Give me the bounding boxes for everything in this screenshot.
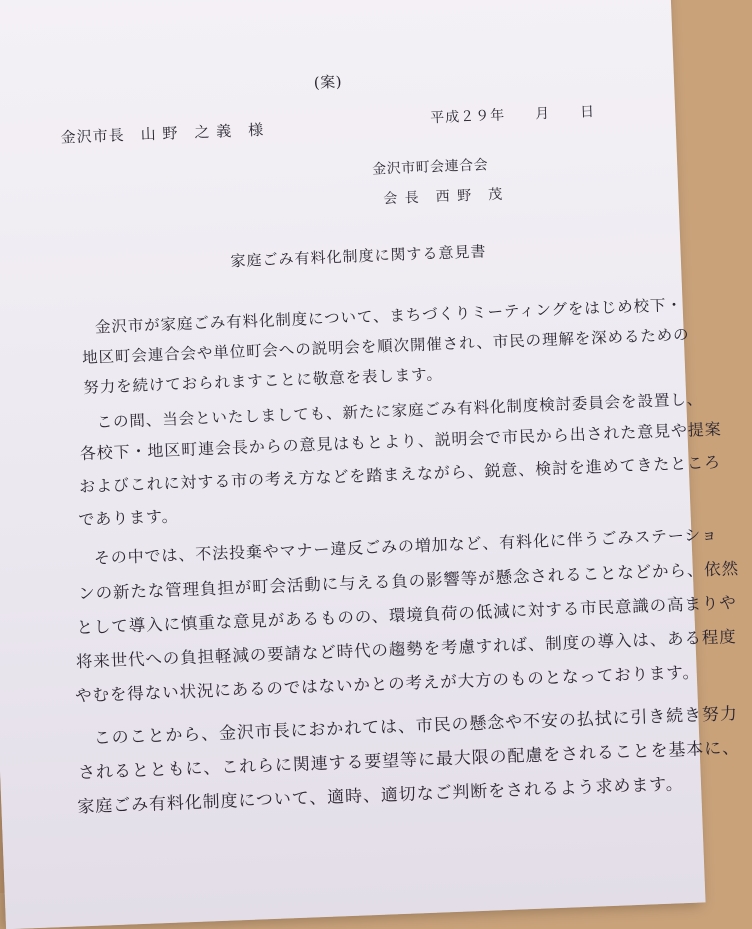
body-line: 各校下・地区町連会長からの意見はもとより、説明会で市民から出された意見や提案	[79, 419, 722, 464]
body-line: ンの新たな管理負担が町会活動に与える負の影響等が懸念されることなどから、依然	[77, 558, 740, 604]
body-line: 努力を続けておられますことに敬意を表します。	[83, 365, 444, 397]
body-line: 家庭ごみ有料化制度について、適時、適切なご判断をされるよう求めます。	[77, 774, 684, 818]
body-line: されるとともに、これらに関連する要望等に最大限の配慮をされることを基本に、	[77, 738, 741, 784]
body-line: やむを得ない状況にあるのではないかとの考えが大方のものとなっております。	[74, 662, 701, 706]
body-line: このことから、金沢市長におかれては、市民の懸念や不安の払拭に引き続き努力	[93, 704, 739, 749]
body-line: この間、当会といたしましても、新たに家庭ごみ有料化制度検討委員会を設置し、	[96, 390, 704, 432]
addressee: 金沢市長 山 野 之 義 様	[60, 120, 265, 147]
document-title: 家庭ごみ有料化制度に関する意見書	[230, 242, 487, 271]
sender-president: 会 長 西 野 茂	[383, 186, 504, 208]
body-line: 将来世代への負担軽減の要請など時代の趨勢を考慮すれば、制度の導入は、ある程度	[75, 627, 737, 672]
draft-mark: (案)	[313, 72, 343, 92]
body-line: 地区町会連合会や単位町会への説明会を順次開催され、市民の理解を深めるための	[81, 325, 690, 367]
body-line: 金沢市が家庭ごみ有料化制度について、まちづくりミーティングをはじめ校下・	[94, 295, 684, 337]
body-line: であります。	[78, 506, 179, 530]
document-date: 平成２９年 月 日	[429, 104, 596, 127]
body-line: およびこれに対する市の考え方などを踏まえながら、鋭意、検討を進めてきたところ	[78, 452, 722, 497]
sender-organization: 金沢市町会連合会	[371, 157, 489, 178]
body-line: その中では、不法投棄やマナー違反ごみの増加など、有料化に伴うごみステーショ	[93, 524, 719, 568]
body-line: として導入に慎重な意見があるものの、環境負荷の低減に対する市民意識の高まりや	[76, 593, 737, 638]
